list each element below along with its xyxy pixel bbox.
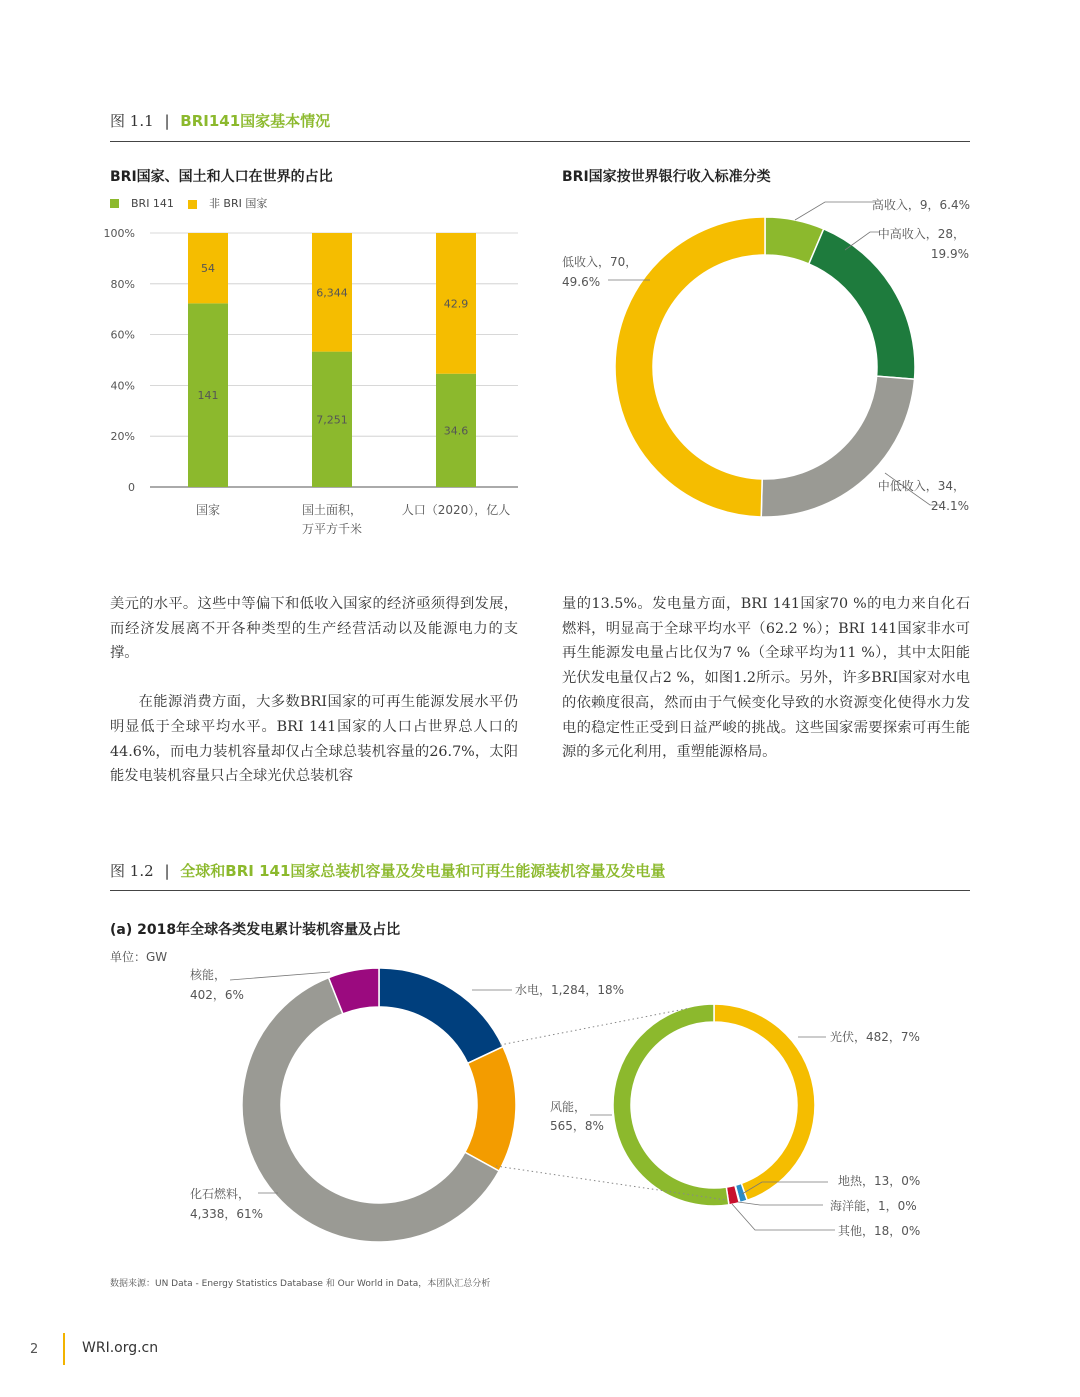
figure-separator: | <box>164 112 170 130</box>
label-wind-2: 565，8% <box>550 1119 604 1133</box>
label-lower-mid-income-2: 24.1% <box>930 499 969 513</box>
label-hydro: 水电，1,284，18% <box>515 983 625 997</box>
stacked-bar-chart <box>100 220 530 550</box>
label-wind-1: 风能， <box>550 1100 587 1114</box>
y-tick-label: 40% <box>110 379 135 393</box>
body-text-right <box>562 592 970 765</box>
footer-website: WRI.org.cn <box>82 1340 159 1356</box>
bar-value-label: 34.6 <box>443 424 469 438</box>
label-high-income: 高收入，9，6.4% <box>871 198 970 212</box>
leader-high <box>795 202 875 220</box>
bar-chart-legend <box>110 195 267 211</box>
label-ocean: 海洋能，1，0% <box>830 1199 917 1213</box>
figure-separator: | <box>164 862 170 880</box>
legend-label-non-bri: 非 BRI 国家 <box>208 197 268 210</box>
income-slice-3 <box>615 217 765 517</box>
figure-1-2-rule <box>110 890 970 891</box>
x-category-label: 万平方千米 <box>301 522 363 536</box>
paragraph-2: 在能源消费方面，大多数BRI国家的可再生能源发展水平仍明显低于全球平均水平。BRI 141国家的人口占世界总人口的44.6%，而电力装机容量却仅占全球总装机容量的26.7%，太阳能发电装机容量只占全球光伏总装机容 <box>110 694 518 785</box>
capacity-connectors <box>496 1008 726 1200</box>
figure-prefix: 图 <box>110 862 126 880</box>
label-solar: 光伏，482，7% <box>830 1030 920 1044</box>
paragraph-1: 美元的水平。这些中等偏下和低收入国家的经济亟须得到发展，而经济发展离不开各种类型的生产经营活动以及能源电力的支撑。 <box>110 596 518 662</box>
income-slice-1 <box>809 229 915 379</box>
figure-name: BRI141国家基本情况 <box>180 112 331 130</box>
bar-value-label: 7,251 <box>316 413 348 427</box>
legend-item-bri <box>110 197 174 210</box>
leader-ocean <box>738 1202 823 1205</box>
label-upper-mid-income-2: 19.9% <box>930 247 969 261</box>
figure-number: 1.2 <box>129 862 154 880</box>
body-text-left <box>110 592 518 789</box>
figure-1-1-rule <box>110 141 970 142</box>
data-source-note: 数据来源：UN Data - Energy Statistics Database 和 Our World in Data，本团队汇总分析 <box>110 1279 491 1289</box>
label-upper-mid-income-1: 中高收入，28， <box>877 227 965 241</box>
figure-number: 1.1 <box>129 112 154 130</box>
label-other: 其他，18，0% <box>838 1224 921 1238</box>
unit-label: 单位：GW <box>110 950 168 964</box>
leader-other <box>732 1204 835 1230</box>
x-category-label: 国家 <box>195 503 221 517</box>
income-slice-2 <box>761 376 914 517</box>
label-geothermal: 地热，13，0% <box>838 1174 921 1188</box>
income-donut-title: BRI国家按世界银行收入标准分类 <box>562 169 771 185</box>
capacity-chart-title: (a) 2018年全球各类发电累计装机容量及占比 <box>110 922 401 938</box>
y-tick-label: 100% <box>103 227 135 240</box>
footer-divider <box>63 1333 65 1365</box>
bar-value-label: 42.9 <box>443 297 469 311</box>
bar-value-label: 6,344 <box>316 286 348 300</box>
capacity-donut-charts <box>180 960 940 1260</box>
label-lower-mid-income-1: 中低收入，34， <box>877 479 965 493</box>
figure-1-1-title <box>110 110 330 131</box>
bar-value-label: 54 <box>201 262 215 276</box>
x-category-label: 国土面积， <box>301 503 363 517</box>
label-nuclear-1: 核能， <box>190 968 227 982</box>
renewable-slice-0 <box>714 1004 815 1200</box>
label-fossil-1: 化石燃料， <box>190 1187 251 1201</box>
legend-swatch-bri <box>110 199 119 208</box>
page-number: 2 <box>30 1342 39 1357</box>
figure-name: 全球和BRI 141国家总装机容量及发电量和可再生能源装机容量及发电量 <box>180 862 666 880</box>
figure-prefix: 图 <box>110 112 126 130</box>
leader-nuclear <box>230 972 330 980</box>
y-tick-label: 20% <box>110 430 135 444</box>
capacity-slice-0 <box>379 968 503 1063</box>
legend-item-non-bri <box>188 195 267 211</box>
y-tick-label: 0 <box>128 481 135 494</box>
legend-swatch-non-bri <box>188 200 197 209</box>
y-tick-label: 60% <box>110 328 135 342</box>
bar-chart-title: BRI国家、国土和人口在世界的占比 <box>110 169 333 185</box>
figure-1-2-title <box>110 860 665 881</box>
legend-label-bri: BRI 141 <box>131 196 174 210</box>
y-tick-label: 80% <box>110 277 135 291</box>
label-nuclear-2: 402，6% <box>190 988 244 1002</box>
renewable-slice-4 <box>613 1004 729 1206</box>
income-donut-chart <box>540 190 980 530</box>
label-fossil-2: 4,338，61% <box>190 1207 264 1221</box>
capacity-slice-1 <box>465 1047 516 1171</box>
x-category-label: 人口（2020），亿人 <box>401 503 511 517</box>
label-low-income-1: 低收入，70， <box>562 255 638 269</box>
label-low-income-2: 49.6% <box>562 275 601 289</box>
paragraph-3: 量的13.5%。发电量方面，BRI 141国家70 %的电力来自化石燃料，明显高于全球平均水平（62.2 %）；BRI 141国家非水可再生能源发电量占比仅为7 %（全球平均为11 %），其中太阳能光伏发电量仅占2 %，如图1.2所示。另外，许多BRI国家对水电的依赖度很高，然而由于气候变化导致的水资源变化使得水力发电的稳定性正受到日益严峻的挑战。这些国家需要探索可再生能源的多元化利用，重塑能源格局。 <box>562 596 970 761</box>
bar-value-label: 141 <box>197 389 219 403</box>
